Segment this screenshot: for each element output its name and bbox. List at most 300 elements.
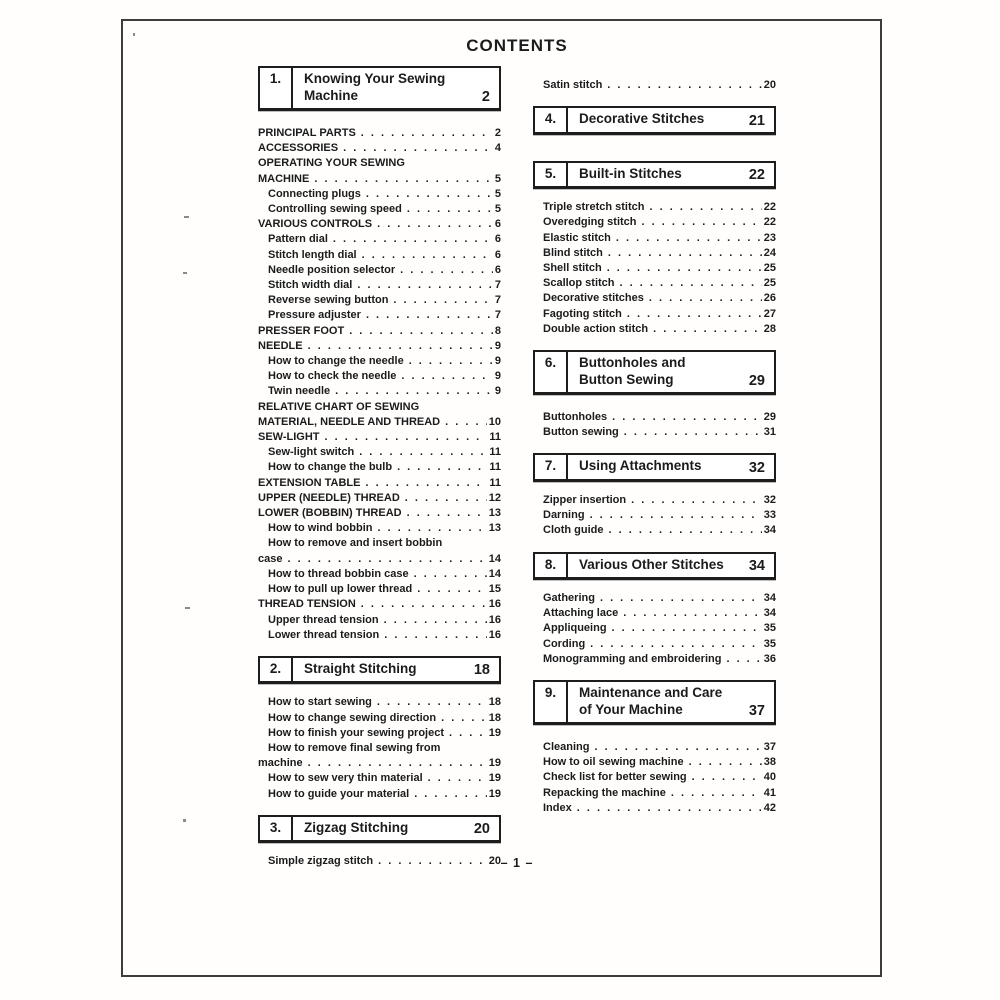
- toc-entry: [258, 506, 501, 521]
- entry-label: How to start sewing: [268, 696, 372, 709]
- entry-label: MACHINE: [258, 172, 310, 185]
- toc-entry: [258, 460, 501, 475]
- dot-leader: [308, 339, 493, 354]
- toc-entry: [258, 400, 501, 415]
- entry-page-number: 41: [763, 786, 776, 799]
- entry-page-number: 20: [488, 855, 501, 868]
- entry-label: ACCESSORIES: [258, 142, 339, 155]
- scan-speck: [184, 216, 189, 218]
- dot-leader: [377, 217, 493, 232]
- entry-label: machine: [258, 757, 303, 770]
- entry-page-number: 4: [494, 142, 501, 155]
- toc-entry: [533, 410, 776, 425]
- section-heading-box: [533, 106, 776, 135]
- entry-label: PRESSER FOOT: [258, 324, 345, 337]
- dot-leader: [649, 200, 761, 215]
- dot-leader: [397, 460, 487, 475]
- entry-page-number: 7: [494, 294, 501, 307]
- scan-speck: [183, 819, 186, 822]
- entry-page-number: 10: [488, 415, 501, 428]
- entry-label: Sew-light switch: [268, 446, 355, 459]
- toc-entry: [258, 552, 501, 567]
- entry-page-number: 6: [494, 218, 501, 231]
- dot-leader: [405, 491, 487, 506]
- entry-page-number: 26: [763, 292, 776, 305]
- entry-label: Darning: [543, 509, 585, 522]
- section-heading-box: [533, 350, 776, 395]
- entry-page-number: 15: [488, 583, 501, 596]
- section-number: 7.: [535, 455, 568, 479]
- section-number: 4.: [535, 108, 568, 132]
- entry-page-number: 13: [488, 507, 501, 520]
- dot-leader: [333, 232, 493, 247]
- dot-leader: [623, 606, 762, 621]
- entry-label: Gathering: [543, 592, 595, 605]
- toc-entry: [258, 278, 501, 293]
- dot-leader: [608, 246, 762, 261]
- entry-label: How to check the needle: [268, 370, 397, 383]
- toc-entry: [533, 261, 776, 276]
- entry-label: Upper thread tension: [268, 613, 379, 626]
- entry-label: How to change the bulb: [268, 461, 393, 474]
- toc-entry: [258, 217, 501, 232]
- entry-label: MATERIAL, NEEDLE AND THREAD: [258, 415, 441, 428]
- dot-leader: [343, 141, 493, 156]
- scan-speck: [183, 272, 187, 274]
- toc-entry: [258, 711, 501, 726]
- dot-leader: [314, 172, 493, 187]
- entry-label: How to remove and insert bobbin: [268, 537, 443, 550]
- dot-leader: [590, 637, 762, 652]
- dot-leader: [384, 613, 487, 628]
- toc-entry: [258, 582, 501, 597]
- entry-page-number: 2: [494, 127, 501, 139]
- entry-label: How to wind bobbin: [268, 522, 373, 535]
- dot-leader: [692, 770, 762, 785]
- entry-label: How to remove final sewing from: [268, 742, 441, 755]
- entry-page-number: 18: [488, 696, 501, 709]
- entry-label: How to finish your sewing project: [268, 726, 445, 739]
- entry-label: How to change sewing direction: [268, 711, 437, 724]
- entry-page-number: 16: [488, 613, 501, 626]
- entry-label: SEW-LIGHT: [258, 431, 320, 444]
- toc-entry: [258, 445, 501, 460]
- toc-entry: [258, 369, 501, 384]
- entry-page-number: 8: [494, 324, 501, 337]
- entry-label: Double action stitch: [543, 322, 649, 335]
- dot-leader: [449, 726, 487, 741]
- toc-entry: [533, 322, 776, 337]
- toc-entry: [258, 695, 501, 710]
- section-heading-body: [568, 455, 774, 479]
- toc-entry: [258, 248, 501, 263]
- dot-leader: [627, 307, 762, 322]
- section-heading-body: [568, 554, 774, 578]
- dot-leader: [616, 231, 762, 246]
- dot-leader: [407, 202, 493, 217]
- entry-label: How to thread bobbin case: [268, 567, 409, 580]
- section-title: Buttonholes and Button Sewing: [579, 355, 686, 387]
- toc-entry: [258, 308, 501, 323]
- entry-label: How to pull up lower thread: [268, 583, 413, 596]
- entry-page-number: 31: [763, 426, 776, 439]
- toc-entry: [533, 786, 776, 801]
- toc-entry: [258, 567, 501, 582]
- entry-page-number: 28: [763, 322, 776, 335]
- toc-entry: [533, 215, 776, 230]
- dot-leader: [359, 445, 487, 460]
- entry-label: PRINCIPAL PARTS: [258, 127, 356, 139]
- dot-leader: [361, 597, 487, 612]
- toc-entry: [533, 425, 776, 440]
- toc-entry: [258, 491, 501, 506]
- toc-entry-list: [533, 493, 776, 539]
- entry-page-number: 23: [763, 231, 776, 244]
- dot-leader: [441, 711, 487, 726]
- dot-leader: [612, 410, 762, 425]
- entry-label: How to guide your material: [268, 787, 410, 800]
- entry-page-number: 34: [763, 592, 776, 605]
- toc-entry: [533, 508, 776, 523]
- entry-label: Cleaning: [543, 741, 590, 754]
- entry-label: Repacking the machine: [543, 786, 666, 799]
- entry-label: NEEDLE: [258, 339, 303, 352]
- entry-label: Pattern dial: [268, 233, 328, 246]
- dot-leader: [612, 621, 762, 636]
- entry-label: Stitch width dial: [268, 279, 353, 292]
- section-title: Decorative Stitches: [579, 111, 705, 127]
- entry-label: Buttonholes: [543, 411, 608, 424]
- toc-column-right: [533, 78, 776, 816]
- entry-page-number: 7: [494, 309, 501, 322]
- entry-page-number: 25: [763, 262, 776, 275]
- entry-page-number: 5: [494, 187, 501, 200]
- toc-entry: [533, 523, 776, 538]
- entry-label: Attaching lace: [543, 607, 619, 620]
- page-title: CONTENTS: [466, 36, 568, 55]
- section-title: Built-in Stitches: [579, 165, 682, 181]
- entry-page-number: 19: [488, 787, 501, 800]
- entry-label: Cording: [543, 637, 586, 650]
- entry-label: THREAD TENSION: [258, 598, 356, 611]
- toc-entry: [533, 493, 776, 508]
- dot-leader: [631, 493, 762, 508]
- entry-page-number: 14: [488, 567, 501, 580]
- section-heading-box: [533, 680, 776, 725]
- section-page-number: 22: [748, 167, 765, 184]
- dot-leader: [653, 322, 762, 337]
- toc-entry: [533, 246, 776, 261]
- toc-entry: [533, 591, 776, 606]
- toc-entry: [258, 156, 501, 171]
- entry-page-number: 35: [763, 637, 776, 650]
- section-number: 9.: [535, 682, 568, 722]
- dot-leader: [590, 508, 762, 523]
- dot-leader: [407, 506, 487, 521]
- section-title: Using Attachments: [579, 458, 702, 474]
- entry-page-number: 16: [488, 628, 501, 641]
- entry-page-number: 14: [488, 552, 501, 565]
- toc-entry: [258, 172, 501, 187]
- dot-leader: [366, 187, 493, 202]
- dot-leader: [357, 278, 493, 293]
- dot-leader: [384, 628, 487, 643]
- toc-entry: [258, 232, 501, 247]
- entry-page-number: 40: [763, 771, 776, 784]
- entry-page-number: 9: [494, 370, 501, 383]
- entry-page-number: 6: [494, 263, 501, 276]
- entry-page-number: 24: [763, 246, 776, 259]
- entry-label: Pressure adjuster: [268, 309, 361, 322]
- toc-entry: [533, 291, 776, 306]
- entry-page-number: 6: [494, 248, 501, 261]
- entry-label: Cloth guide: [543, 524, 604, 537]
- dot-leader: [362, 248, 493, 263]
- toc-column-left: [258, 66, 501, 870]
- section-page-number: 2: [481, 89, 490, 105]
- entry-page-number: 20: [763, 79, 776, 91]
- dot-leader: [642, 215, 762, 230]
- toc-entry: [258, 741, 501, 756]
- entry-label: EXTENSION TABLE: [258, 476, 361, 489]
- section-heading-box: [533, 552, 776, 581]
- entry-label: Lower thread tension: [268, 628, 380, 641]
- entry-page-number: 19: [488, 772, 501, 785]
- entry-page-number: 42: [763, 801, 776, 814]
- section-heading-body: [293, 658, 499, 682]
- section-heading-body: [293, 68, 499, 108]
- entry-label: Overedging stitch: [543, 216, 637, 229]
- toc-entry: [258, 613, 501, 628]
- entry-label: Needle position selector: [268, 263, 396, 276]
- section-page-number: 20: [473, 821, 490, 838]
- dot-leader: [726, 652, 761, 667]
- dot-leader: [325, 430, 488, 445]
- entry-page-number: 22: [763, 216, 776, 229]
- toc-entry: [533, 276, 776, 291]
- section-heading-box: [258, 66, 501, 111]
- toc-entry: [258, 771, 501, 786]
- toc-entry: [533, 307, 776, 322]
- section-page-number: 18: [473, 662, 490, 679]
- dot-leader: [366, 308, 493, 323]
- entry-page-number: 12: [488, 491, 501, 504]
- scan-speck: [185, 607, 190, 609]
- dot-leader: [577, 801, 762, 816]
- entry-label: How to oil sewing machine: [543, 756, 684, 769]
- entry-page-number: 9: [494, 385, 501, 398]
- entry-page-number: 36: [763, 652, 776, 665]
- toc-entry-list: [533, 740, 776, 816]
- dot-leader: [401, 369, 493, 384]
- section-title: Zigzag Stitching: [304, 819, 409, 835]
- toc-entry: [258, 415, 501, 430]
- entry-page-number: 25: [763, 277, 776, 290]
- dot-leader: [609, 523, 762, 538]
- entry-label: Satin stitch: [543, 79, 603, 91]
- section-title: Various Other Stitches: [579, 556, 724, 572]
- entry-label: Shell stitch: [543, 262, 602, 275]
- entry-label: Check list for better sewing: [543, 771, 687, 784]
- section-page-number: 37: [748, 703, 765, 720]
- page-number: – 1 –: [500, 856, 534, 870]
- toc-entry: [258, 263, 501, 278]
- section-title: Knowing Your Sewing Machine: [304, 71, 446, 103]
- toc-entry: [258, 354, 501, 369]
- toc-entry: [533, 755, 776, 770]
- section-heading-body: [293, 817, 499, 841]
- section-page-number: 34: [748, 558, 765, 575]
- section-page-number: 21: [748, 112, 765, 129]
- dot-leader: [600, 591, 762, 606]
- dot-leader: [365, 476, 487, 491]
- entry-page-number: 27: [763, 307, 776, 320]
- dot-leader: [671, 786, 762, 801]
- entry-label: RELATIVE CHART OF SEWING: [258, 400, 420, 413]
- toc-entry: [258, 536, 501, 551]
- entry-page-number: 29: [763, 411, 776, 424]
- toc-entry: [258, 202, 501, 217]
- toc-entry: [258, 141, 501, 156]
- dot-leader: [400, 263, 493, 278]
- entry-label: Decorative stitches: [543, 292, 644, 305]
- entry-page-number: 38: [763, 756, 776, 769]
- toc-entry: [258, 324, 501, 339]
- dot-leader: [689, 755, 762, 770]
- entry-page-number: 35: [763, 622, 776, 635]
- toc-entry: [258, 187, 501, 202]
- toc-entry: [258, 430, 501, 445]
- toc-entry-list: [258, 695, 501, 801]
- toc-entry-list: [533, 591, 776, 667]
- section-number: 3.: [260, 817, 293, 841]
- entry-page-number: 11: [489, 476, 501, 489]
- toc-entry: [533, 78, 776, 93]
- section-number: 8.: [535, 554, 568, 578]
- entry-label: How to sew very thin material: [268, 772, 423, 785]
- entry-page-number: 9: [494, 339, 501, 352]
- toc-entry: [533, 231, 776, 246]
- dot-leader: [414, 787, 487, 802]
- toc-entry: [258, 597, 501, 612]
- toc-entry: [258, 126, 501, 141]
- entry-label: Elastic stitch: [543, 231, 611, 244]
- toc-entry-list: [533, 410, 776, 440]
- section-heading-body: [568, 163, 774, 187]
- entry-label: UPPER (NEEDLE) THREAD: [258, 491, 400, 504]
- section-heading-box: [258, 815, 501, 844]
- section-title: Maintenance and Care of Your Machine: [579, 685, 723, 717]
- entry-page-number: 32: [763, 493, 776, 506]
- dot-leader: [594, 740, 761, 755]
- toc-entry: [258, 756, 501, 771]
- dot-leader: [377, 521, 486, 536]
- toc-entry: [533, 652, 776, 667]
- toc-entry-list: [533, 200, 776, 337]
- section-heading-body: [568, 352, 774, 392]
- dot-leader: [361, 126, 493, 141]
- entry-label: Scallop stitch: [543, 277, 615, 290]
- entry-page-number: 16: [488, 598, 501, 611]
- toc-entry: [258, 384, 501, 399]
- dot-leader: [335, 384, 493, 399]
- dot-leader: [649, 291, 762, 306]
- entry-page-number: 19: [488, 726, 501, 739]
- scan-speck: [133, 33, 135, 36]
- entry-page-number: 5: [494, 203, 501, 216]
- dot-leader: [445, 415, 487, 430]
- entry-label: case: [258, 552, 283, 565]
- section-page-number: 32: [748, 459, 765, 476]
- entry-label: Stitch length dial: [268, 248, 357, 261]
- entry-page-number: 34: [763, 607, 776, 620]
- section-heading-body: [568, 682, 774, 722]
- entry-label: Connecting plugs: [268, 187, 361, 200]
- toc-entry: [533, 621, 776, 636]
- section-heading-body: [568, 108, 774, 132]
- toc-entry: [258, 787, 501, 802]
- entry-page-number: 37: [763, 741, 776, 754]
- dot-leader: [620, 276, 762, 291]
- entry-page-number: 7: [494, 279, 501, 292]
- entry-page-number: 11: [489, 431, 501, 444]
- toc-entry: [258, 628, 501, 643]
- dot-leader: [428, 771, 487, 786]
- entry-page-number: 6: [494, 233, 501, 246]
- toc-entry: [533, 770, 776, 785]
- section-page-number: 29: [748, 373, 765, 390]
- toc-entry: [258, 293, 501, 308]
- dot-leader: [349, 324, 493, 339]
- entry-page-number: 13: [488, 522, 501, 535]
- entry-page-number: 33: [763, 509, 776, 522]
- toc-entry: [533, 637, 776, 652]
- toc-entry: [533, 801, 776, 816]
- section-heading-box: [533, 161, 776, 190]
- toc-entry: [533, 606, 776, 621]
- toc-entry: [258, 476, 501, 491]
- entry-label: Fagoting stitch: [543, 307, 622, 320]
- entry-page-number: 5: [494, 172, 501, 185]
- section-number: 2.: [260, 658, 293, 682]
- entry-page-number: 22: [763, 201, 776, 214]
- dot-leader: [417, 582, 487, 597]
- dot-leader: [377, 695, 487, 710]
- dot-leader: [414, 567, 487, 582]
- dot-leader: [308, 756, 487, 771]
- dot-leader: [607, 78, 761, 93]
- entry-label: Twin needle: [268, 385, 331, 398]
- section-number: 1.: [260, 68, 293, 108]
- dot-leader: [607, 261, 762, 276]
- entry-label: LOWER (BOBBIN) THREAD: [258, 507, 402, 520]
- entry-label: Index: [543, 801, 572, 814]
- entry-label: Appliqueing: [543, 622, 607, 635]
- dot-leader: [287, 552, 486, 567]
- entry-page-number: 18: [488, 711, 501, 724]
- dot-leader: [409, 354, 493, 369]
- entry-label: Zipper insertion: [543, 493, 627, 506]
- entry-label: Triple stretch stitch: [543, 201, 645, 214]
- section-number: 6.: [535, 352, 568, 392]
- toc-entry: [533, 740, 776, 755]
- section-number: 5.: [535, 163, 568, 187]
- dot-leader: [393, 293, 492, 308]
- entry-label: VARIOUS CONTROLS: [258, 218, 373, 231]
- section-title: Straight Stitching: [304, 660, 417, 676]
- entry-label: Reverse sewing button: [268, 294, 389, 307]
- entry-page-number: 11: [489, 461, 501, 474]
